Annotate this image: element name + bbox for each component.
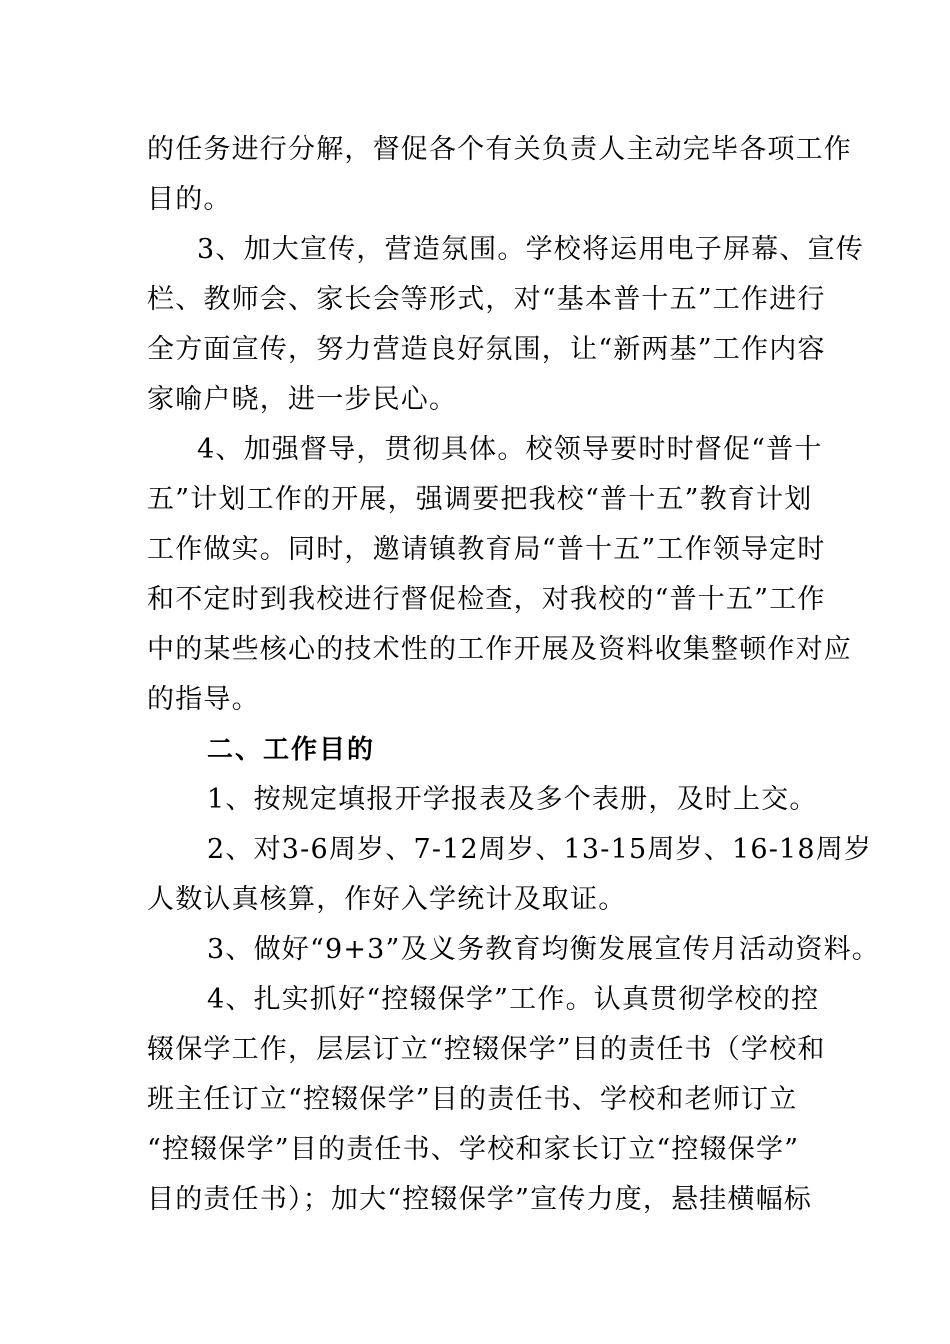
paragraph-line: 全方面宣传，努力营造良好氛围，让“新两基”工作内容 [147, 334, 826, 365]
paragraph-line: 的指导。 [147, 684, 260, 715]
paragraph-line: 目的责任书）；加大“控辍保学”宣传力度，悬挂横幅标 [147, 1184, 813, 1215]
paragraph-line: 工作做实。同时，邀请镇教育局“普十五”工作领导定时 [147, 534, 826, 565]
paragraph-line: 五”计划工作的开展，强调要把我校“普十五”教育计划 [147, 484, 813, 515]
paragraph-line: 人数认真核算，作好入学统计及取证。 [147, 884, 627, 915]
paragraph-line: 目的。 [147, 184, 232, 215]
section-heading: 二、工作目的 [207, 735, 376, 765]
paragraph-line: 4、扎实抓好“控辍保学”工作。认真贯彻学校的控 [207, 984, 820, 1015]
paragraph-line: “控辍保学”目的责任书、学校和家长订立“控辍保学” [147, 1134, 800, 1165]
paragraph-line: 班主任订立“控辍保学”目的责任书、学校和老师订立 [147, 1084, 798, 1115]
paragraph-line: 3、做好“9+3”及义务教育均衡发展宣传月活动资料。 [207, 934, 880, 965]
paragraph-line: 栏、教师会、家长会等形式，对“基本普十五”工作进行 [147, 284, 826, 315]
paragraph-line: 4、加强督导，贯彻具体。校领导要时时督促“普十 [197, 434, 823, 465]
paragraph-line: 辍保学工作，层层订立“控辍保学”目的责任书（学校和 [147, 1034, 826, 1065]
paragraph-line: 1、按规定填报开学报表及多个表册，及时上交。 [207, 784, 818, 815]
paragraph-line: 和不定时到我校进行督促检查，对我校的“普十五”工作 [147, 584, 826, 615]
paragraph-line: 中的某些核心的技术性的工作开展及资料收集整顿作对应 [147, 634, 852, 665]
paragraph-line: 2、对3-6周岁、7-12周岁、13-15周岁、16-18周岁 [207, 834, 873, 865]
paragraph-line: 家喻户晓，进一步民心。 [147, 384, 458, 415]
paragraph-line: 的任务进行分解，督促各个有关负责人主动完毕各项工作 [147, 134, 852, 165]
paragraph-line: 3、加大宣传，营造氛围。学校将运用电子屏幕、宣传 [197, 234, 864, 265]
